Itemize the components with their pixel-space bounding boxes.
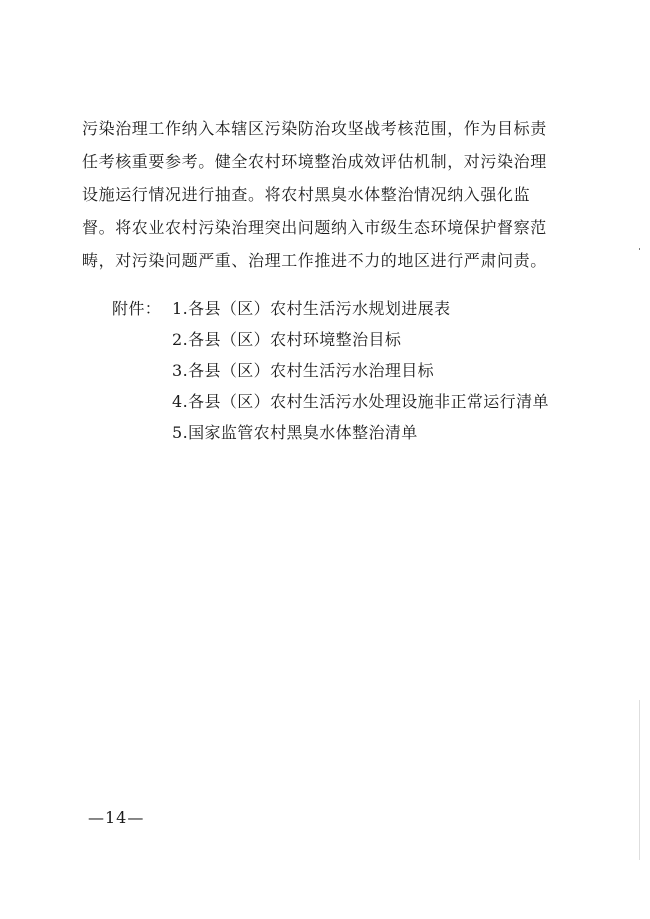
attachment-item: 1.各县（区）农村生活污水规划进展表 — [172, 299, 451, 318]
attachment-item: 3.各县（区）农村生活污水治理目标 — [172, 361, 435, 380]
body-line: 任考核重要参考。健全农村环境整治成效评估机制，对污染治理 — [82, 152, 547, 171]
attachments-label: 附件： — [112, 299, 162, 318]
attachment-row — [112, 324, 582, 355]
attachment-item: 5.国家监管农村黑臭水体整治清单 — [172, 423, 418, 442]
body-line: 畴，对污染问题严重、治理工作推进不力的地区进行严肃问责。 — [82, 251, 547, 270]
attachments-list — [112, 293, 582, 448]
attachment-row — [112, 355, 582, 386]
attachment-row — [112, 417, 582, 448]
body-line: 督。将农业农村污染治理突出问题纳入市级生态环境保护督察范 — [82, 218, 547, 237]
body-line: 污染治理工作纳入本辖区污染防治攻坚战考核范围，作为目标责 — [82, 119, 547, 138]
attachment-item: 4.各县（区）农村生活污水处理设施非正常运行清单 — [172, 392, 549, 411]
page-number: —14— — [88, 808, 145, 827]
body-paragraph — [82, 112, 592, 277]
body-line: 设施运行情况进行抽查。将农村黑臭水体整治情况纳入强化监 — [82, 185, 531, 204]
scan-edge-mark — [639, 248, 640, 250]
scan-edge-mark — [639, 700, 640, 860]
attachment-row — [112, 386, 582, 417]
attachment-item: 2.各县（区）农村环境整治目标 — [172, 330, 402, 349]
attachment-row — [112, 293, 582, 324]
